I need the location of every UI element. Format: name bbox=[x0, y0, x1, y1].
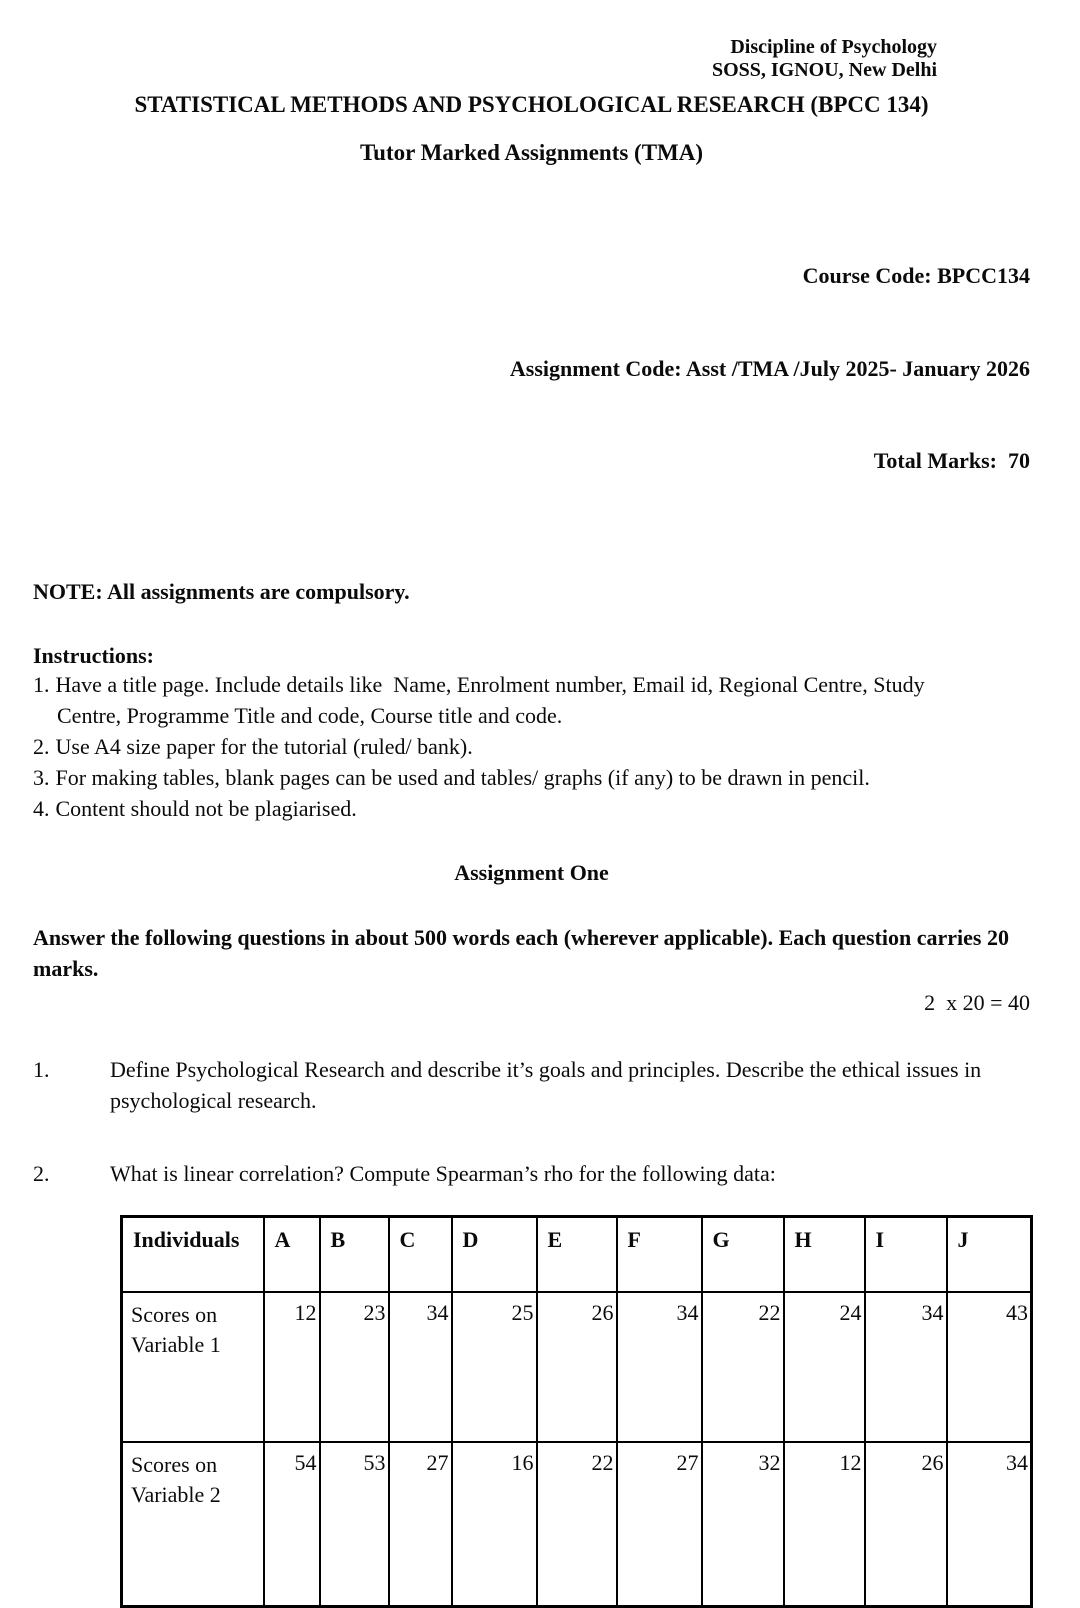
table-row-variable-1 bbox=[122, 1292, 1032, 1442]
header-cell-b: B bbox=[320, 1216, 389, 1292]
header-cell-c: C bbox=[389, 1216, 452, 1292]
score-cell: 22 bbox=[702, 1292, 784, 1442]
score-cell: 34 bbox=[865, 1292, 947, 1442]
instruction-text: Content should not be plagiarised. bbox=[55, 795, 357, 821]
table-header-row bbox=[122, 1216, 1032, 1292]
score-cell: 12 bbox=[264, 1292, 320, 1442]
assignment-type-title: Tutor Marked Assignments (TMA) bbox=[359, 139, 704, 165]
header-cell-a: A bbox=[264, 1216, 320, 1292]
instruction-text: Have a title page. Include details like Name, Enrolment number, Email id, Regional Centre, Study Centre, Programme Title and code, Course title and code. bbox=[55, 671, 931, 728]
scores-table bbox=[120, 1215, 1033, 1608]
header-cell-d: D bbox=[452, 1216, 537, 1292]
header-cell-i: I bbox=[865, 1216, 947, 1292]
instruction-number: 2. bbox=[33, 733, 50, 759]
course-code: Course Code: BPCC134 bbox=[802, 263, 1030, 289]
instruction-item-3 bbox=[33, 762, 993, 793]
score-cell: 27 bbox=[617, 1442, 702, 1606]
header-cell-individuals: Individuals bbox=[122, 1216, 264, 1292]
score-cell: 12 bbox=[784, 1442, 865, 1606]
score-cell: 26 bbox=[865, 1442, 947, 1606]
header-cell-e: E bbox=[537, 1216, 617, 1292]
question-2 bbox=[33, 1158, 1030, 1189]
question-1 bbox=[33, 1054, 1030, 1116]
score-cell: 54 bbox=[264, 1442, 320, 1606]
code-block bbox=[33, 200, 1030, 539]
instruction-item-1 bbox=[33, 669, 993, 731]
question-number: 2. bbox=[33, 1160, 50, 1186]
header-cell-h: H bbox=[784, 1216, 865, 1292]
section-intro: Answer the following questions in about 500 words each (wherever applicable). Each question carries 20 marks. bbox=[33, 924, 1009, 981]
score-cell: 53 bbox=[320, 1442, 389, 1606]
header-cell-j: J bbox=[947, 1216, 1032, 1292]
department-header bbox=[33, 36, 1030, 82]
total-marks: Total Marks: 70 bbox=[873, 448, 1030, 474]
score-cell: 26 bbox=[537, 1292, 617, 1442]
instruction-number: 1. bbox=[33, 671, 50, 697]
table-row-variable-2 bbox=[122, 1442, 1032, 1606]
score-cell: 23 bbox=[320, 1292, 389, 1442]
discipline-line: Discipline of Psychology bbox=[730, 36, 937, 58]
assignment-code: Assignment Code: Asst /TMA /July 2025- January 2026 bbox=[509, 355, 1030, 381]
row-label-variable-1: Scores on Variable 1 bbox=[122, 1292, 264, 1442]
row-label-variable-2: Scores on Variable 2 bbox=[122, 1442, 264, 1606]
compulsory-note: NOTE: All assignments are compulsory. bbox=[33, 578, 410, 604]
score-cell: 25 bbox=[452, 1292, 537, 1442]
instructions-section bbox=[33, 643, 993, 824]
instruction-item-4 bbox=[33, 793, 993, 824]
instructions-heading: Instructions: bbox=[33, 642, 155, 668]
header-cell-g: G bbox=[702, 1216, 784, 1292]
question-number: 1. bbox=[33, 1056, 50, 1082]
score-cell: 32 bbox=[702, 1442, 784, 1606]
score-cell: 34 bbox=[617, 1292, 702, 1442]
score-cell: 24 bbox=[784, 1292, 865, 1442]
score-cell: 22 bbox=[537, 1442, 617, 1606]
score-cell: 16 bbox=[452, 1442, 537, 1606]
score-cell: 34 bbox=[389, 1292, 452, 1442]
header-cell-f: F bbox=[617, 1216, 702, 1292]
institution-line: SOSS, IGNOU, New Delhi bbox=[711, 59, 937, 81]
question-text: What is linear correlation? Compute Spearman’s rho for the following data: bbox=[110, 1160, 776, 1186]
section-title: Assignment One bbox=[454, 859, 609, 885]
course-title: STATISTICAL METHODS AND PSYCHOLOGICAL RESEARCH (BPCC 134) bbox=[134, 92, 929, 117]
instruction-text: Use A4 size paper for the tutorial (ruled/ bank). bbox=[55, 733, 473, 759]
instruction-text: For making tables, blank pages can be used and tables/ graphs (if any) to be drawn in pencil. bbox=[55, 764, 870, 790]
marks-formula: 2 x 20 = 40 bbox=[924, 989, 1030, 1015]
score-cell: 34 bbox=[947, 1442, 1032, 1606]
instruction-number: 3. bbox=[33, 764, 50, 790]
instruction-number: 4. bbox=[33, 795, 50, 821]
score-cell: 27 bbox=[389, 1442, 452, 1606]
instruction-item-2 bbox=[33, 731, 993, 762]
question-text: Define Psychological Research and describe it’s goals and principles. Describe the ethical issues in psychological research. bbox=[110, 1056, 982, 1113]
score-cell: 43 bbox=[947, 1292, 1032, 1442]
